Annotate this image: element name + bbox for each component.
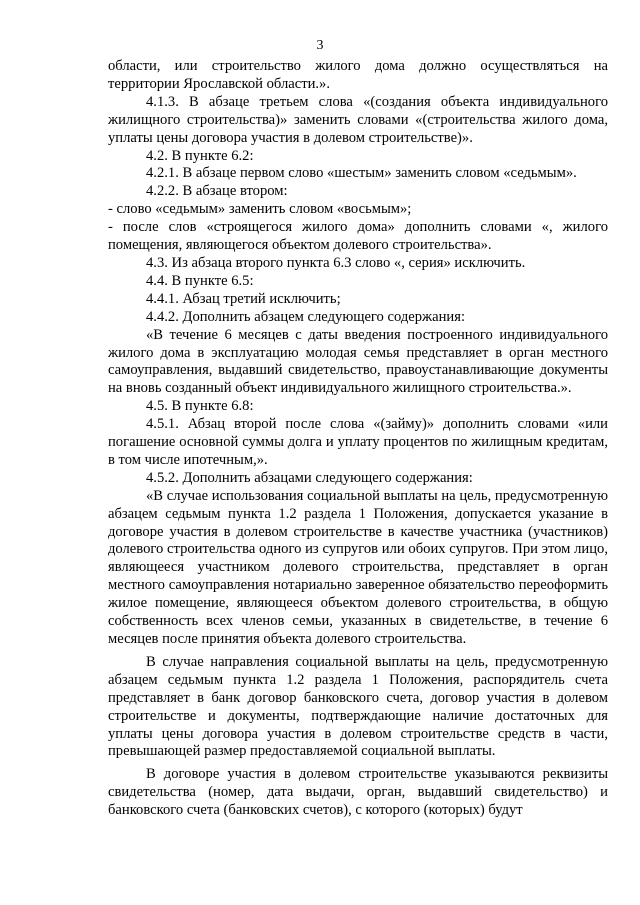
paragraph: «В течение 6 месяцев с даты введения построенного индивидуального жилого дома в эксплуатацию молодая семья представляет в орган местного самоуправления, выдавший свидетельство, правоустанавливающие документы на вновь созданный объект индивидуального жилищного строительства.». [108, 326, 608, 397]
paragraph: - слово «седьмым» заменить словом «восьмым»; [108, 201, 412, 218]
paragraph: 4.4.2. Дополнить абзацем следующего содержания: [146, 308, 466, 325]
paragraph: В договоре участия в долевом строительстве указываются реквизиты свидетельства (номер, дата выдачи, орган, выдавший свидетельство) и банковского счета (банковских счетов), с которого (которых) будут [108, 766, 608, 819]
paragraph: 4.5.2. Дополнить абзацами следующего содержания: [146, 469, 473, 486]
paragraph: 4.5.1. Абзац второй после слова «(займу)» дополнить словами «или погашение основной суммы долга и уплату процентов по жилищным кредитам, в том числе ипотечным,». [108, 416, 608, 468]
paragraph: В случае направления социальной выплаты на цель, предусмотренную абзацем седьмым пункта 1.2 раздела 1 Положения, распорядитель счета представляет в банк договор банковского счета, договор участия в долевом строительстве и документы, подтверждающие наличие достаточных для уплаты цены договора участия в долевом строительстве средств в части, превышающей размер предоставляемой социальной выплаты. [108, 653, 608, 760]
page-number: 3 [316, 38, 324, 53]
document-body [108, 58, 608, 820]
paragraph: 4.2.2. В абзаце втором: [146, 183, 288, 200]
paragraph: - после слов «строящегося жилого дома» дополнить словами «, жилого помещения, являющегося объектом долевого строительства». [108, 219, 608, 254]
paragraph: 4.2.1. В абзаце первом слово «шестым» заменить словом «седьмым». [146, 165, 577, 182]
paragraph: 4.2. В пункте 6.2: [146, 147, 254, 164]
paragraph: 4.5. В пункте 6.8: [146, 398, 254, 415]
paragraph: 4.1.3. В абзаце третьем слова «(создания объекта индивидуального жилищного строительства)» заменить словами «(строительства жилого дома, уплаты цены договора участия в долевом строительстве)». [108, 93, 608, 146]
paragraph: «В случае использования социальной выплаты на цель, предусмотренную абзацем седьмым пункта 1.2 раздела 1 Положения, допускается указание в договоре участия в долевом строительстве в качестве участника (участников) долевого строительства одного из супругов или обоих супругов. При этом лицо, являющееся участником долевого строительства, представляет в орган местного самоуправления нотариально заверенное обязательство переоформить жилое помещение, являющееся объектом долевого строительства, в общую собственность всех членов семьи, указанных в свидетельстве, в течение 6 месяцев после принятия объекта долевого строительства. [108, 487, 608, 647]
paragraph: 4.4. В пункте 6.5: [146, 272, 254, 289]
paragraph: 4.3. Из абзаца второго пункта 6.3 слово «, серия» исключить. [146, 254, 526, 271]
paragraph: 4.4.1. Абзац третий исключить; [146, 290, 341, 307]
paragraph: области, или строительство жилого дома должно осуществляться на территории Ярославской области.». [108, 58, 608, 92]
